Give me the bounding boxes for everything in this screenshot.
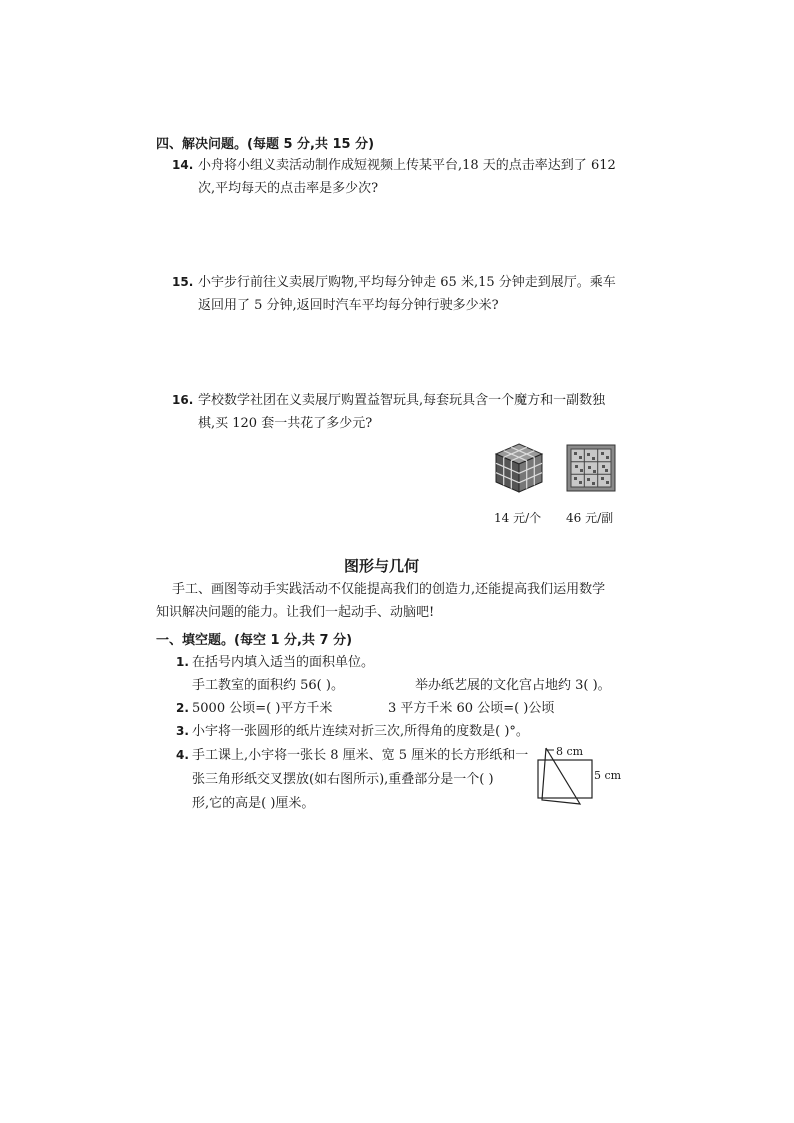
question-1-part-b: 举办纸艺展的文化宫占地约 3( )。 [415, 678, 611, 693]
question-4-line-1: 手工课上,小宇将一张长 8 厘米、宽 5 厘米的长方形纸和一 [192, 748, 529, 763]
geometry-section-title: 图形与几何 [344, 557, 420, 575]
question-number-2: 2. [176, 701, 189, 715]
question-16-line-2: 棋,买 120 套一共花了多少元? [198, 416, 373, 431]
question-number-1: 1. [176, 655, 189, 669]
sudoku-board-image [566, 444, 616, 492]
sudoku-price: 46 元/副 [566, 511, 614, 525]
question-number-15: 15. [172, 275, 194, 289]
rubiks-cube-image [494, 442, 544, 494]
figure-label-5cm: 5 cm [594, 769, 622, 782]
question-number-3: 3. [176, 724, 189, 738]
question-14-line-1: 小舟将小组义卖活动制作成短视频上传某平台,18 天的点击率达到了 612 [198, 158, 616, 173]
question-1-part-a: 手工教室的面积约 56( )。 [192, 678, 344, 693]
geometry-intro-line-1: 手工、画图等动手实践活动不仅能提高我们的创造力,还能提高我们运用数学 [172, 582, 606, 597]
question-4-line-2: 张三角形纸交叉摆放(如右图所示),重叠部分是一个( ) [192, 772, 494, 787]
geometry-intro-line-2: 知识解决问题的能力。让我们一起动手、动脑吧! [156, 605, 435, 620]
question-3-text: 小宇将一张圆形的纸片连续对折三次,所得角的度数是( )°。 [192, 724, 529, 739]
section-heading-fill-in: 一、填空题。(每空 1 分,共 7 分) [156, 633, 353, 648]
question-number-14: 14. [172, 158, 194, 172]
question-number-16: 16. [172, 393, 194, 407]
question-16-line-1: 学校数学社团在义卖展厅购置益智玩具,每套玩具含一个魔方和一副数独 [198, 393, 606, 408]
question-15-line-1: 小宇步行前往义卖展厅购物,平均每分钟走 65 米,15 分钟走到展厅。乘车 [198, 275, 616, 290]
section-heading-problems: 四、解决问题。(每题 5 分,共 15 分) [156, 137, 375, 152]
question-15-line-2: 返回用了 5 分钟,返回时汽车平均每分钟行驶多少米? [198, 298, 499, 313]
figure-label-8cm: 8 cm [556, 745, 584, 758]
question-number-4: 4. [176, 748, 189, 762]
question-4-line-3: 形,它的高是( )厘米。 [192, 796, 315, 811]
question-2-part-b: 3 平方千米 60 公顷=( )公顷 [388, 701, 555, 716]
cube-price: 14 元/个 [494, 511, 542, 525]
question-2-part-a: 5000 公顷=( )平方千米 [192, 701, 333, 716]
question-1-text: 在括号内填入适当的面积单位。 [192, 655, 375, 670]
question-14-line-2: 次,平均每天的点击率是多少次? [198, 181, 379, 196]
